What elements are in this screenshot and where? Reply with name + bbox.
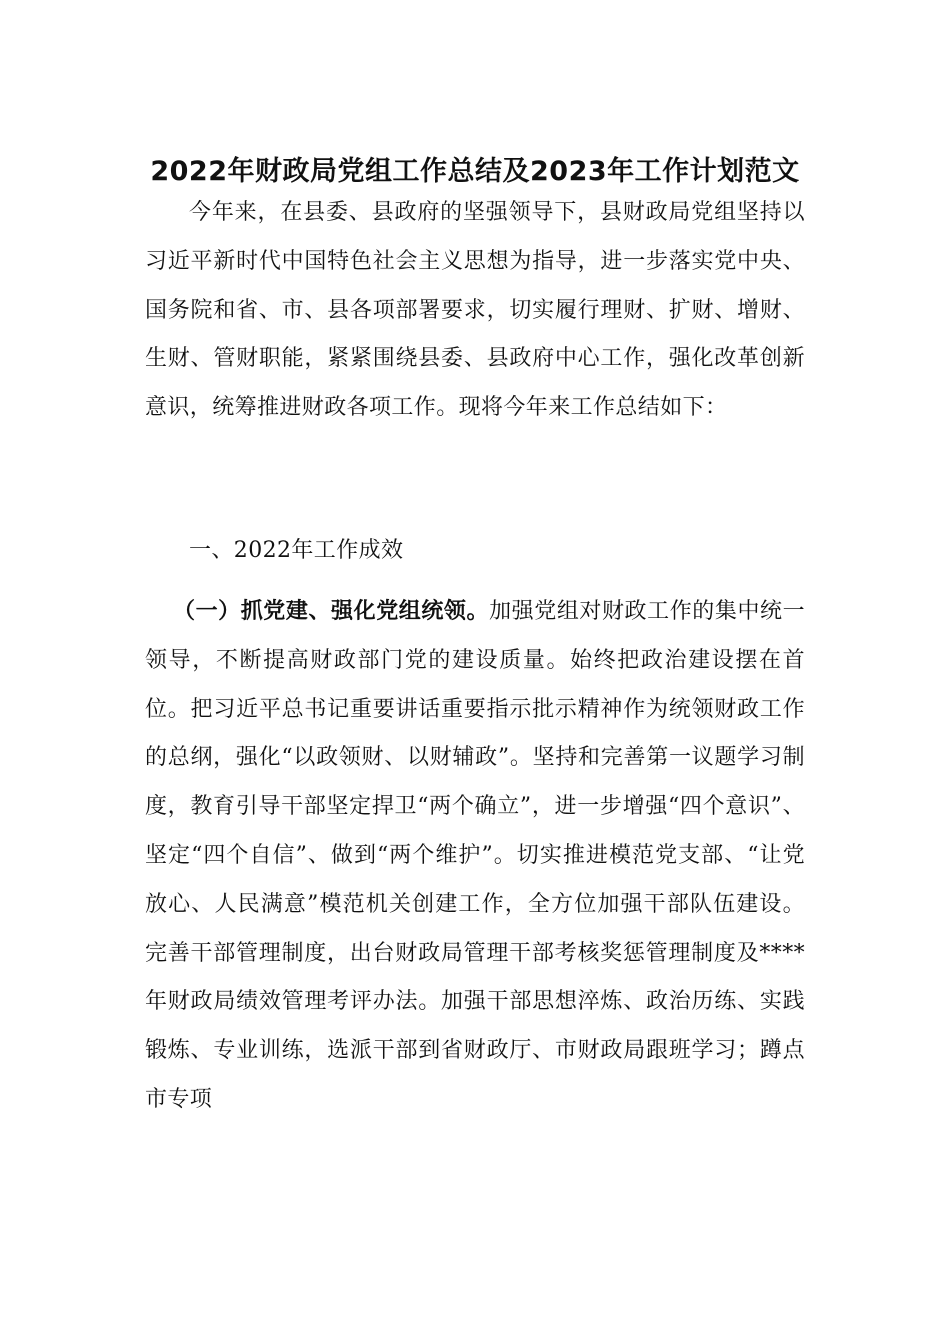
intro-paragraph: 今年来，在县委、县政府的坚强领导下，县财政局党组坚持以习近平新时代中国特色社会主义思想为指导，进一步落实党中央、国务院和省、市、县各项部署要求，切实履行理财、扩财、增财、生财、管财职能，紧紧围绕县委、县政府中心工作，强化改革创新意识，统筹推进财政各项工作。现将今年来工作总结如下： [145, 200, 805, 421]
document-title: 2022年财政局党组工作总结及2023年工作计划范文 [150, 156, 800, 187]
section-heading: 一、2022年工作成效 [189, 538, 404, 563]
section-1-paragraph [145, 588, 805, 1125]
section-1-text: 加强党组对财政工作的集中统一领导，不断提高财政部门党的建设质量。始终把政治建设摆在首位。把习近平总书记重要讲话重要指示批示精神作为统领财政工作的总纲，强化“以政领财、以财辅政”。坚持和完善第一议题学习制度，教育引导干部坚定捍卫“两个确立”，进一步增强“四个意识”、坚定“四个自信”、做到“两个维护”。切实推进模范党支部、“让党放心、人民满意”模范机关创建工作，全方位加强干部队伍建设。完善干部管理制度，出台财政局管理干部考核奖惩管理制度及****年财政局绩效管理考评办法。加强干部思想淬炼、政治历练、实践锻炼、专业训练，选派干部到省财政厅、市财政局跟班学习；蹲点市专项 [145, 599, 805, 1112]
section-1-lead: （一）抓党建、强化党组统领。 [173, 599, 490, 624]
